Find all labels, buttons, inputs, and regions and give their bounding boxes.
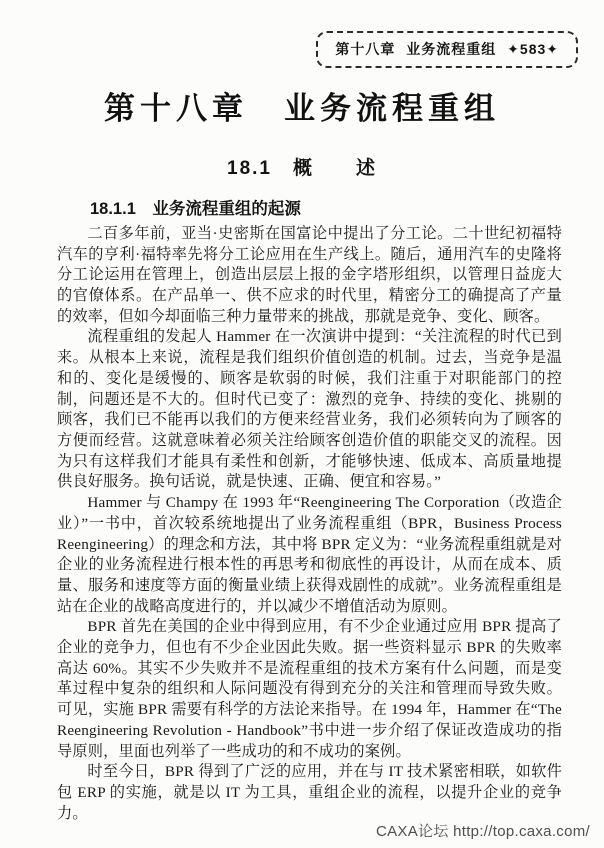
paragraph-1: 二百多年前，亚当·史密斯在国富论中提出了分工论。二十世纪初福特汽车的亨利·福特率先将分工论应用在生产线上。随后，通用汽车的史隆将分工论运用在管理上，创造出层层上报的金字塔形组织，以管理日益庞大的官僚体系。在产品单一、供不应求的时代里，精密分工的确提高了产量的效率，但如今却面临三种力量带来的挑战，那就是竞争、变化、顾客。 [57,224,562,325]
badge-title-label: 业务流程重组 [406,41,497,57]
body-text [57,224,562,824]
paragraph-5: 时至今日，BPR 得到了广泛的应用，并在与 IT 技术紧密相联，如软件包 ERP 的实施，就是以 IT 为工具，重组企业的流程，以提升企业的竞争力。 [57,763,562,822]
footer-watermark: CAXA论坛 http://top.caxa.com/ [375,823,590,840]
section-heading: 18.1 概 述 [227,158,377,180]
subsection-heading: 18.1.1 业务流程重组的起源 [90,199,301,218]
paragraph-2: 流程重组的发起人 Hammer 在一次演讲中提到：“关注流程的时代已到来。从根本上来说，流程是我们组织价值创造的机制。过去，当竞争是温和的、变化是缓慢的、顾客是软弱的时候，我们注重于对职能部门的控制，问题还是不大的。但时代已变了：激烈的竞争、持续的变化、挑剔的顾客，我们已不能再以我们的方便来经营业务，我们必须转向为了顾客的方便而经营。这就意味着必须关注给顾客创造价值的职能交叉的流程。因为只有这样我们才能具有柔性和创新，才能够快速、低成本、高质量地提供良好服务。换句话说，就是快速、正确、便宜和容易。” [57,328,562,491]
chapter-title: 第十八章 业务流程重组 [104,91,500,126]
paragraph-4: BPR 首先在美国的企业中得到应用，有不少企业通过应用 BPR 提高了企业的竞争力，但也有不少企业因此失败。据一些资料显示 BPR 的失败率高达 60%。其实不少失败并不是流程重组的技术方案有什么问题，而是变革过程中复杂的组织和人际问题没有得到充分的关注和管理而导致失败。可见，实施 BPR 需要有科学的方法论来指导。在 1994 年，Hammer 在“The Reengineering Revolution - Handbook”书中进一步介绍了保证改造成功的指导原则，里面也列举了一些成功的和不成功的案例。 [57,618,562,760]
badge-chapter-label: 第十八章 [335,41,396,57]
badge-page-number: ✦583✦ [507,41,559,57]
chapter-header-badge [316,31,578,68]
paragraph-3: Hammer 与 Champy 在 1993 年“Reengineering The Corporation（改造企业）”一书中，首次较系统地提出了业务流程重组（BPR，Business Process Reengineering）的理念和方法，其中将 BPR 定义为：“业务流程重组就是对企业的业务流程进行根本性的再思考和彻底性的再设计，从而在成本、质量、服务和速度等方面的衡量业绩上获得戏剧性的成就”。业务流程重组是站在企业的战略高度进行的，并以减少不增值活动为原则。 [57,494,562,615]
